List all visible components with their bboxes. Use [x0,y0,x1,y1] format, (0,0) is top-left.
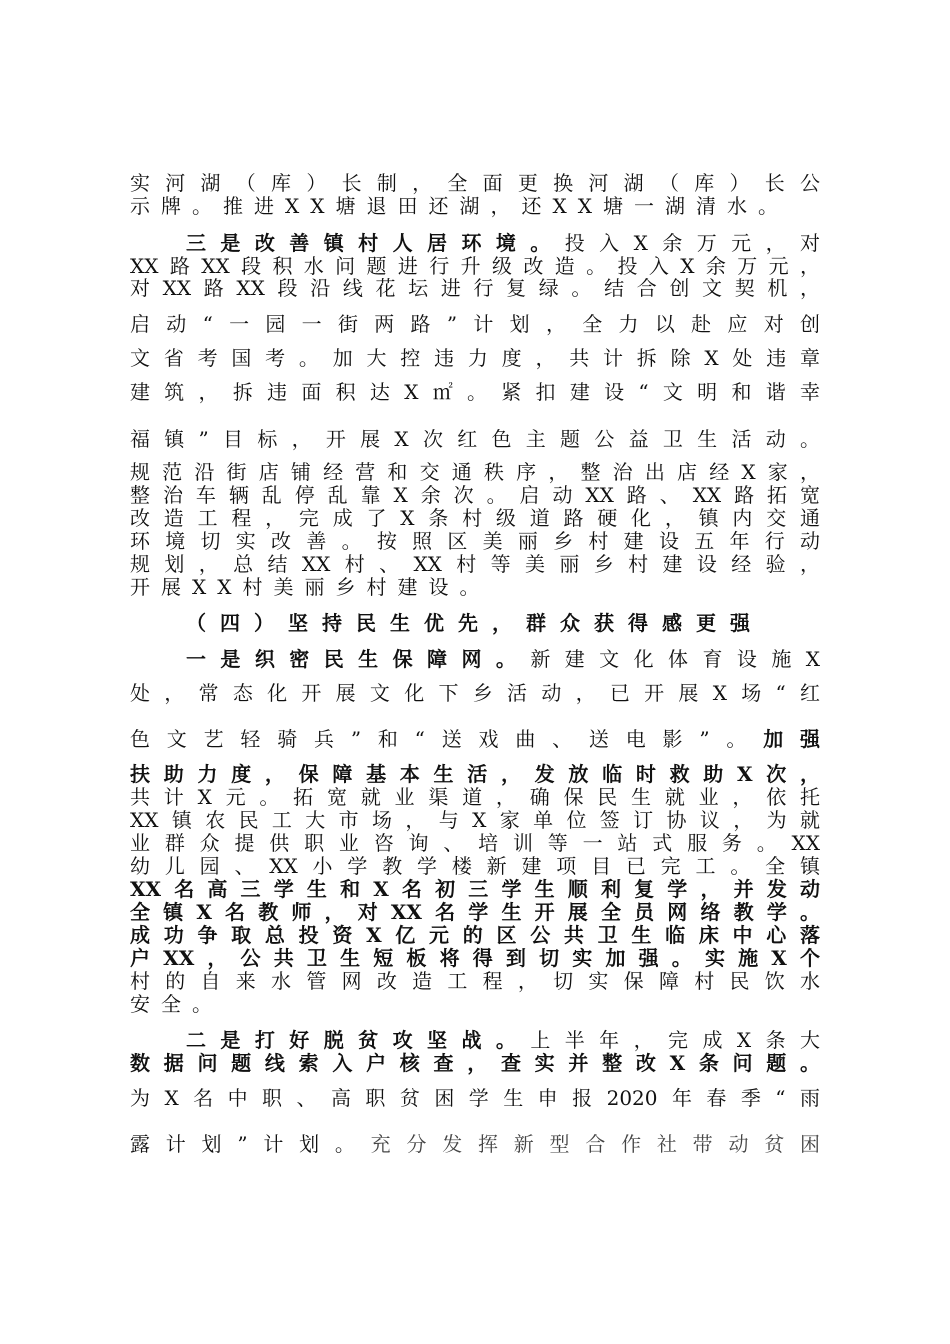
section-lead: 三是改善镇村人居环境。 [186,231,565,255]
text-line [130,1132,820,1156]
text-span: 上半年，完成X条大 [530,1028,820,1052]
section-lead: 二是打好脱贫攻坚战。 [186,1028,531,1052]
text-line: 户XX，公共卫生短板将得到切实加强。实施X个 [130,946,820,970]
text-line: 示牌。推进XX塘退田还湖，还XX塘一湖清水。 [130,194,789,218]
text-line: 规范沿街店铺经营和交通秩序，整治出店经X家， [130,460,820,484]
text-line: XX镇农民工大市场，与X家单位签订协议，为就 [130,808,820,832]
text-line [130,727,820,751]
text-span: 露计划”计划。 [130,1132,371,1156]
text-line: 规划，总结XX村、XX村等美丽乡村建设经验， [130,552,820,576]
text-span-bold: 加强 [763,727,820,751]
text-span: 投入X余万元，对 [564,231,820,255]
text-line: 福镇”目标，开展X次红色主题公益卫生活动。 [130,427,820,451]
text-line [186,231,820,255]
text-line: 全镇X名教师，对XX名学生开展全员网络教学。 [130,900,820,924]
text-line: 整治车辆乱停乱靠X余次。启动XX路、XX路拓宽 [130,483,820,507]
text-line: 实河湖（库）长制，全面更换河湖（库）长公 [130,171,820,195]
text-line: 建筑，拆违面积达X㎡。紧扣建设“文明和谐幸 [130,380,820,404]
text-line: 开展XX村美丽乡村建设。 [130,575,491,599]
text-line: 成功争取总投资X亿元的区公共卫生临床中心落 [130,923,820,947]
text-line: 数据问题线索入户核查，查实并整改X条问题。 [130,1051,820,1075]
text-line: 对XX路XX段沿线花坛进行复绿。结合创文契机， [130,276,820,300]
text-span: 色文艺轻骑兵”和“送戏曲、送电影”。 [130,727,764,751]
text-line: 村的自来水管网改造工程，切实保障村民饮水 [130,969,820,993]
text-line: 共计X元。拓宽就业渠道，确保民生就业，依托 [130,785,820,809]
text-line: 扶助力度，保障基本生活，发放临时救助X次， [130,762,820,786]
text-line: 环境切实改善。按照区美丽乡村建设五年行动 [130,529,820,553]
text-line: 安全。 [130,992,223,1016]
section-lead: 一是织密民生保障网。 [186,647,531,671]
text-span: 充分发挥新型合作社带动贫困 [370,1132,820,1156]
text-line: 幼儿园、XX小学教学楼新建项目已完工。全镇 [130,854,820,878]
text-line: 业群众提供职业咨询、培训等一站式服务。XX [130,831,820,855]
text-line: 处，常态化开展文化下乡活动，已开展X场“红 [130,681,820,705]
text-line: 为X名中职、高职贫困学生申报2020年春季“雨 [130,1086,820,1110]
text-span: 新建文化体育设施X [530,647,820,671]
text-line [186,647,820,671]
text-line [186,1028,820,1052]
section-heading: （四）坚持民生优先，群众获得感更强 [186,611,750,635]
text-line: 文省考国考。加大控违力度，共计拆除X处违章 [130,346,820,370]
text-line: 改造工程，完成了X条村级道路硬化，镇内交通 [130,506,820,530]
text-line: XX路XX段积水问题进行升级改造。投入X余万元， [130,254,820,278]
text-line: XX名高三学生和X名初三学生顺利复学，并发动 [130,877,820,901]
text-line: 启动“一园一街两路”计划，全力以赴应对创 [130,312,820,336]
